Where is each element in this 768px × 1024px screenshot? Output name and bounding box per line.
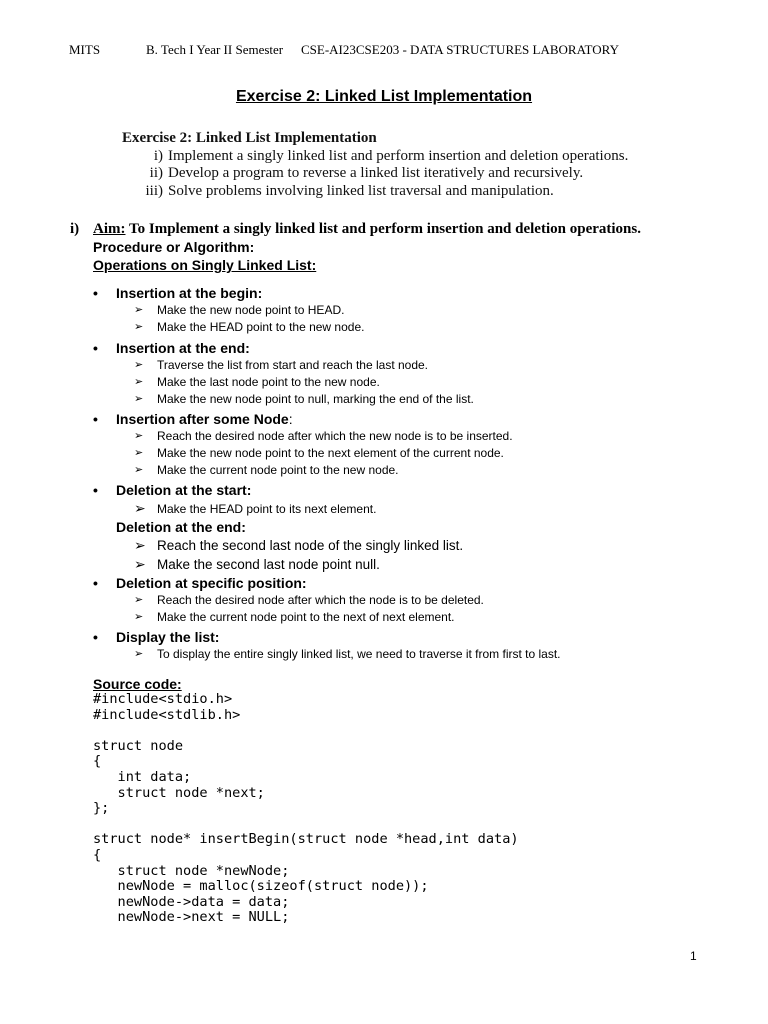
item-number: iii) [145, 182, 163, 199]
page-title: Exercise 2: Linked List Implementation [235, 88, 533, 105]
item-number: ii) [149, 165, 163, 181]
arrow-bullet-icon: ➢ [134, 376, 144, 388]
item-text: Implement a singly linked list and perform insertion and deletion operations. [168, 147, 629, 164]
arrow-bullet-icon: ➢ [134, 359, 144, 371]
bullet-icon: • [93, 285, 98, 301]
exercise-summary-block [122, 130, 628, 200]
arrow-bullet-icon: ➢ [134, 393, 144, 405]
operation-item [93, 518, 733, 536]
aim-text-wrap [93, 221, 641, 238]
aim-label: Aim: [93, 221, 126, 237]
operation-title: Insertion at the end: [116, 340, 250, 356]
procedure-label: Procedure or Algorithm: [93, 239, 255, 255]
bullet-icon: • [93, 629, 98, 645]
arrow-bullet-icon: ➢ [134, 464, 144, 476]
operation-title: Insertion at the begin: [116, 285, 263, 301]
item-number: i) [153, 147, 163, 164]
operation-item [93, 481, 733, 499]
arrow-bullet-icon: ➢ [134, 594, 144, 606]
exercise-summary-item [122, 183, 628, 201]
step-text: Make the current node point to the next of next element. [157, 610, 455, 624]
operation-item [93, 410, 733, 428]
arrow-bullet-icon: ➢ [134, 321, 144, 333]
operation-step [93, 319, 733, 336]
step-text: Make the new node point to HEAD. [157, 303, 345, 317]
arrow-bullet-icon: ➢ [134, 537, 146, 553]
page-number: 1 [690, 949, 697, 963]
step-text: Make the last node point to the new node. [157, 375, 380, 389]
operation-step [93, 499, 733, 518]
exercise-summary-item [122, 148, 628, 166]
operation-title-suffix: : [288, 411, 293, 427]
operation-step [93, 445, 733, 462]
bullet-icon: • [93, 411, 98, 427]
exercise-summary-heading: Exercise 2: Linked List Implementation [122, 130, 377, 146]
arrow-bullet-icon: ➢ [134, 430, 144, 442]
arrow-bullet-icon: ➢ [134, 447, 144, 459]
arrow-bullet-icon: ➢ [134, 648, 144, 660]
arrow-bullet-icon: ➢ [134, 304, 144, 316]
header-semester: B. Tech I Year II Semester [146, 42, 284, 57]
operation-item [93, 339, 733, 357]
operation-item [93, 628, 733, 646]
operation-item [93, 574, 733, 592]
operation-title: Insertion after some Node [116, 411, 289, 427]
arrow-bullet-icon: ➢ [134, 556, 146, 572]
step-text: To display the entire singly linked list, we need to traverse it from first to last. [157, 647, 561, 661]
arrow-bullet-icon: ➢ [134, 500, 146, 516]
operation-step [93, 302, 733, 319]
operation-title: Deletion at the end: [116, 519, 246, 535]
step-text: Make the HEAD point to the new node. [157, 320, 365, 334]
step-text: Make the new node point to null, marking the end of the list. [157, 392, 474, 406]
header-course: CSE-AI23CSE203 - DATA STRUCTURES LABORATORY [301, 42, 619, 57]
exercise-summary-item [122, 165, 628, 183]
step-text: Reach the desired node after which the node is to be deleted. [157, 593, 484, 607]
source-code-label: Source code: [93, 676, 182, 692]
operation-title: Deletion at specific position: [116, 575, 307, 591]
arrow-bullet-icon: ➢ [134, 611, 144, 623]
step-text: Make the HEAD point to its next element. [157, 502, 377, 516]
item-text: Develop a program to reverse a linked list iteratively and recursively. [168, 165, 584, 181]
step-text: Make the current node point to the new node. [157, 463, 399, 477]
operation-step [93, 592, 733, 609]
step-text: Reach the second last node of the singly linked list. [157, 538, 464, 553]
header-institute: MITS [69, 42, 101, 57]
operation-step [93, 462, 733, 479]
operation-step [93, 428, 733, 445]
operation-title: Deletion at the start: [116, 482, 252, 498]
operation-item [93, 284, 733, 302]
aim-text: To Implement a singly linked list and perform insertion and deletion operations. [125, 221, 641, 237]
operation-step [93, 536, 733, 555]
source-code-block: #include<stdio.h> #include<stdlib.h> struct node { int data; struct node *next; }; struct node* insertBegin(struct node *head,int data) { struct node *newNode; newNode = malloc(sizeof(struct node)); newNode->data = data; newNode->next = NULL; [93, 691, 519, 926]
step-text: Traverse the list from start and reach the last node. [157, 358, 429, 372]
operation-title: Display the list: [116, 629, 220, 645]
bullet-icon: • [93, 340, 98, 356]
step-text: Make the second last node point null. [157, 557, 380, 572]
operation-step [93, 357, 733, 374]
step-text: Reach the desired node after which the new node is to be inserted. [157, 429, 513, 443]
operation-step [93, 391, 733, 408]
step-text: Make the new node point to the next element of the current node. [157, 446, 504, 460]
operations-list [93, 284, 733, 663]
operation-step [93, 646, 733, 663]
operations-label: Operations on Singly Linked List: [93, 257, 317, 273]
bullet-icon: • [93, 575, 98, 591]
bullet-icon: • [93, 482, 98, 498]
item-text: Solve problems involving linked list traversal and manipulation. [168, 182, 554, 199]
aim-roman-numeral: i) [70, 221, 80, 237]
operation-step [93, 374, 733, 391]
operation-step [93, 555, 733, 574]
operation-step [93, 609, 733, 626]
